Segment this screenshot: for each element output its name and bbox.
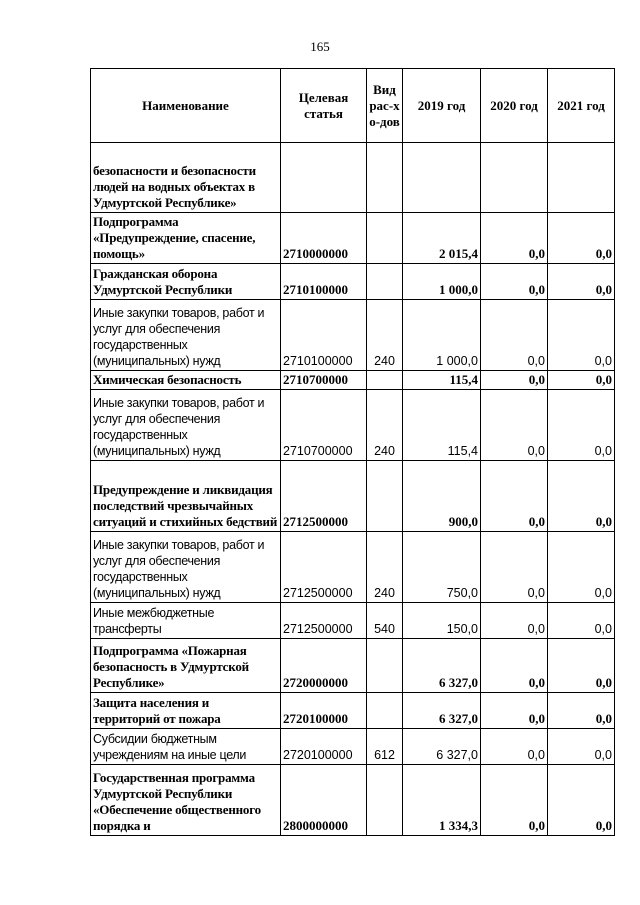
table-row [91,461,615,532]
row-type [367,213,403,264]
row-name: Иные закупки товаров, работ и услуг для обеспечения государственных (муниципальных) нужд [91,532,281,603]
header-code: Целевая статья [281,69,367,143]
row-type: 240 [367,390,403,461]
row-type [367,765,403,836]
page-number: 165 [310,39,330,54]
row-2020: 0,0 [481,390,548,461]
header-name: Наименование [91,69,281,143]
row-2019: 150,0 [403,603,481,639]
row-2020: 0,0 [481,693,548,729]
header-type: Вид рас-хо-дов [367,69,403,143]
row-code: 2720000000 [281,639,367,693]
row-code: 2710000000 [281,213,367,264]
row-2020: 0,0 [481,729,548,765]
header-2021: 2021 год [548,69,615,143]
row-code: 2710100000 [281,300,367,371]
table-row [91,390,615,461]
row-2019: 6 327,0 [403,639,481,693]
row-2020: 0,0 [481,213,548,264]
row-2021: 0,0 [548,300,615,371]
row-type [367,143,403,213]
row-2021: 0,0 [548,693,615,729]
row-2019: 900,0 [403,461,481,532]
row-type [367,264,403,300]
table-row [91,639,615,693]
row-2020: 0,0 [481,639,548,693]
row-2020: 0,0 [481,371,548,390]
row-2021: 0,0 [548,532,615,603]
row-name: Подпрограмма «Предупреждение, спасение, помощь» [91,213,281,264]
row-type: 612 [367,729,403,765]
table-row [91,264,615,300]
row-name: Защита населения и территорий от пожара [91,693,281,729]
row-name: Гражданская оборона Удмуртской Республики [91,264,281,300]
row-name: Иные закупки товаров, работ и услуг для обеспечения государственных (муниципальных) нужд [91,390,281,461]
row-2019 [403,143,481,213]
row-2019: 115,4 [403,371,481,390]
table-row [91,765,615,836]
row-2019: 6 327,0 [403,729,481,765]
row-2021: 0,0 [548,461,615,532]
row-2020: 0,0 [481,603,548,639]
row-2020: 0,0 [481,264,548,300]
table-row [91,371,615,390]
header-row [91,69,615,143]
row-name: Государственная программа Удмуртской Республики «Обеспечение общественного порядка и [91,765,281,836]
row-2021: 0,0 [548,390,615,461]
row-type [367,639,403,693]
row-2021: 0,0 [548,603,615,639]
header-2020: 2020 год [481,69,548,143]
table-row [91,729,615,765]
row-name: Иные межбюджетные трансферты [91,603,281,639]
table-row [91,693,615,729]
row-code: 2710700000 [281,371,367,390]
row-2021 [548,143,615,213]
row-2019: 1 000,0 [403,300,481,371]
row-2021: 0,0 [548,765,615,836]
row-code: 2720100000 [281,729,367,765]
header-2019: 2019 год [403,69,481,143]
row-name: Иные закупки товаров, работ и услуг для обеспечения государственных (муниципальных) нужд [91,300,281,371]
row-code: 2712500000 [281,603,367,639]
row-type [367,693,403,729]
table-row [91,213,615,264]
row-name: Подпрограмма «Пожарная безопасность в Удмуртской Республике» [91,639,281,693]
row-type: 240 [367,300,403,371]
row-2019: 1 000,0 [403,264,481,300]
row-2021: 0,0 [548,213,615,264]
row-2019: 115,4 [403,390,481,461]
budget-table [90,68,615,836]
row-2019: 1 334,3 [403,765,481,836]
row-2019: 2 015,4 [403,213,481,264]
row-code: 2712500000 [281,461,367,532]
row-code: 2710100000 [281,264,367,300]
row-2021: 0,0 [548,729,615,765]
table-body [91,143,615,836]
table-row [91,603,615,639]
row-name: Субсидии бюджетным учреждениям на иные цели [91,729,281,765]
table-row [91,532,615,603]
row-name: Предупреждение и ликвидация последствий чрезвычайных ситуаций и стихийных бедствий [91,461,281,532]
row-code: 2712500000 [281,532,367,603]
row-name: Химическая безопасность [91,371,281,390]
row-type: 540 [367,603,403,639]
row-2019: 750,0 [403,532,481,603]
row-2021: 0,0 [548,639,615,693]
row-code: 2720100000 [281,693,367,729]
row-type: 240 [367,532,403,603]
row-type [367,371,403,390]
table-row [91,300,615,371]
row-2020: 0,0 [481,300,548,371]
row-2019: 6 327,0 [403,693,481,729]
row-2020: 0,0 [481,532,548,603]
table-row [91,143,615,213]
row-code: 2800000000 [281,765,367,836]
row-name: безопасности и безопасности людей на водных объектах в Удмуртской Республике» [91,143,281,213]
row-2020 [481,143,548,213]
row-code: 2710700000 [281,390,367,461]
row-type [367,461,403,532]
row-2020: 0,0 [481,461,548,532]
row-2021: 0,0 [548,264,615,300]
row-2021: 0,0 [548,371,615,390]
row-code [281,143,367,213]
row-2020: 0,0 [481,765,548,836]
